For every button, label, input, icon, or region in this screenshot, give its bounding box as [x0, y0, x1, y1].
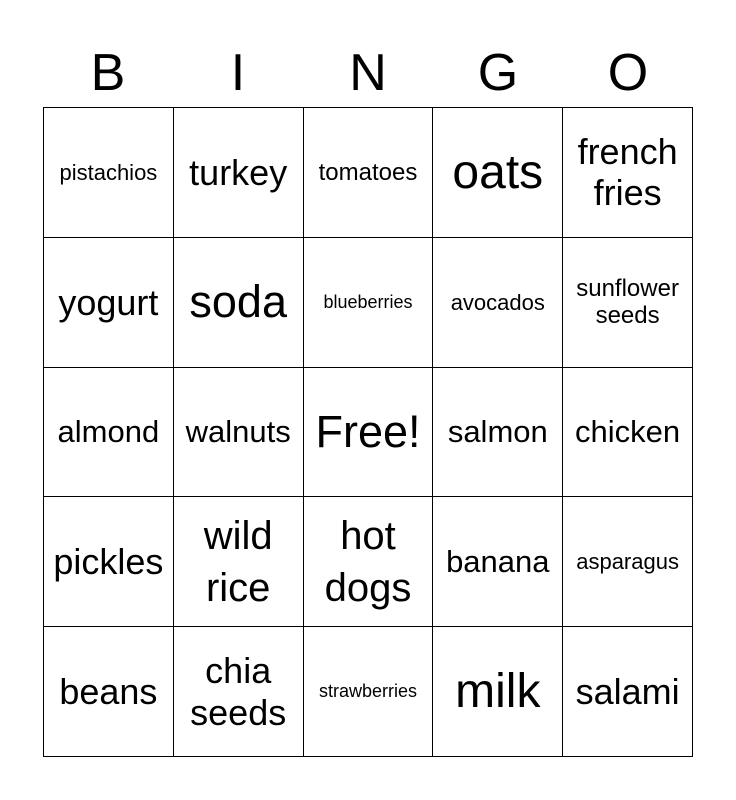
bingo-cell[interactable]: turkey [174, 108, 304, 238]
bingo-cell[interactable]: soda [174, 238, 304, 368]
bingo-free-space[interactable]: Free! [304, 368, 434, 498]
header-letter-g: G [477, 44, 519, 102]
bingo-cell[interactable]: chicken [563, 368, 693, 498]
bingo-cell[interactable]: french fries [563, 108, 693, 238]
bingo-cell[interactable]: salmon [433, 368, 563, 498]
bingo-cell[interactable]: pickles [44, 497, 174, 627]
header-letter-i: I [230, 44, 246, 102]
bingo-board [43, 107, 693, 757]
bingo-cell[interactable]: salami [563, 627, 693, 757]
bingo-cell[interactable]: almond [44, 368, 174, 498]
header-letter-n: N [349, 44, 387, 102]
bingo-cell[interactable]: beans [44, 627, 174, 757]
bingo-cell[interactable]: avocados [433, 238, 563, 368]
bingo-cell[interactable]: banana [433, 497, 563, 627]
bingo-cell[interactable]: hot dogs [304, 497, 434, 627]
bingo-cell[interactable]: yogurt [44, 238, 174, 368]
bingo-cell[interactable]: milk [433, 627, 563, 757]
bingo-cell[interactable]: asparagus [563, 497, 693, 627]
bingo-cell[interactable]: tomatoes [304, 108, 434, 238]
bingo-cell[interactable]: strawberries [304, 627, 434, 757]
bingo-cell[interactable]: blueberries [304, 238, 434, 368]
bingo-cell[interactable]: chia seeds [174, 627, 304, 757]
bingo-cell[interactable]: walnuts [174, 368, 304, 498]
bingo-header [43, 40, 693, 106]
bingo-cell[interactable]: oats [433, 108, 563, 238]
bingo-cell[interactable]: pistachios [44, 108, 174, 238]
bingo-cell[interactable]: sunflower seeds [563, 238, 693, 368]
bingo-cell[interactable]: wild rice [174, 497, 304, 627]
header-letter-o: O [607, 44, 649, 102]
header-letter-b: B [90, 44, 126, 102]
